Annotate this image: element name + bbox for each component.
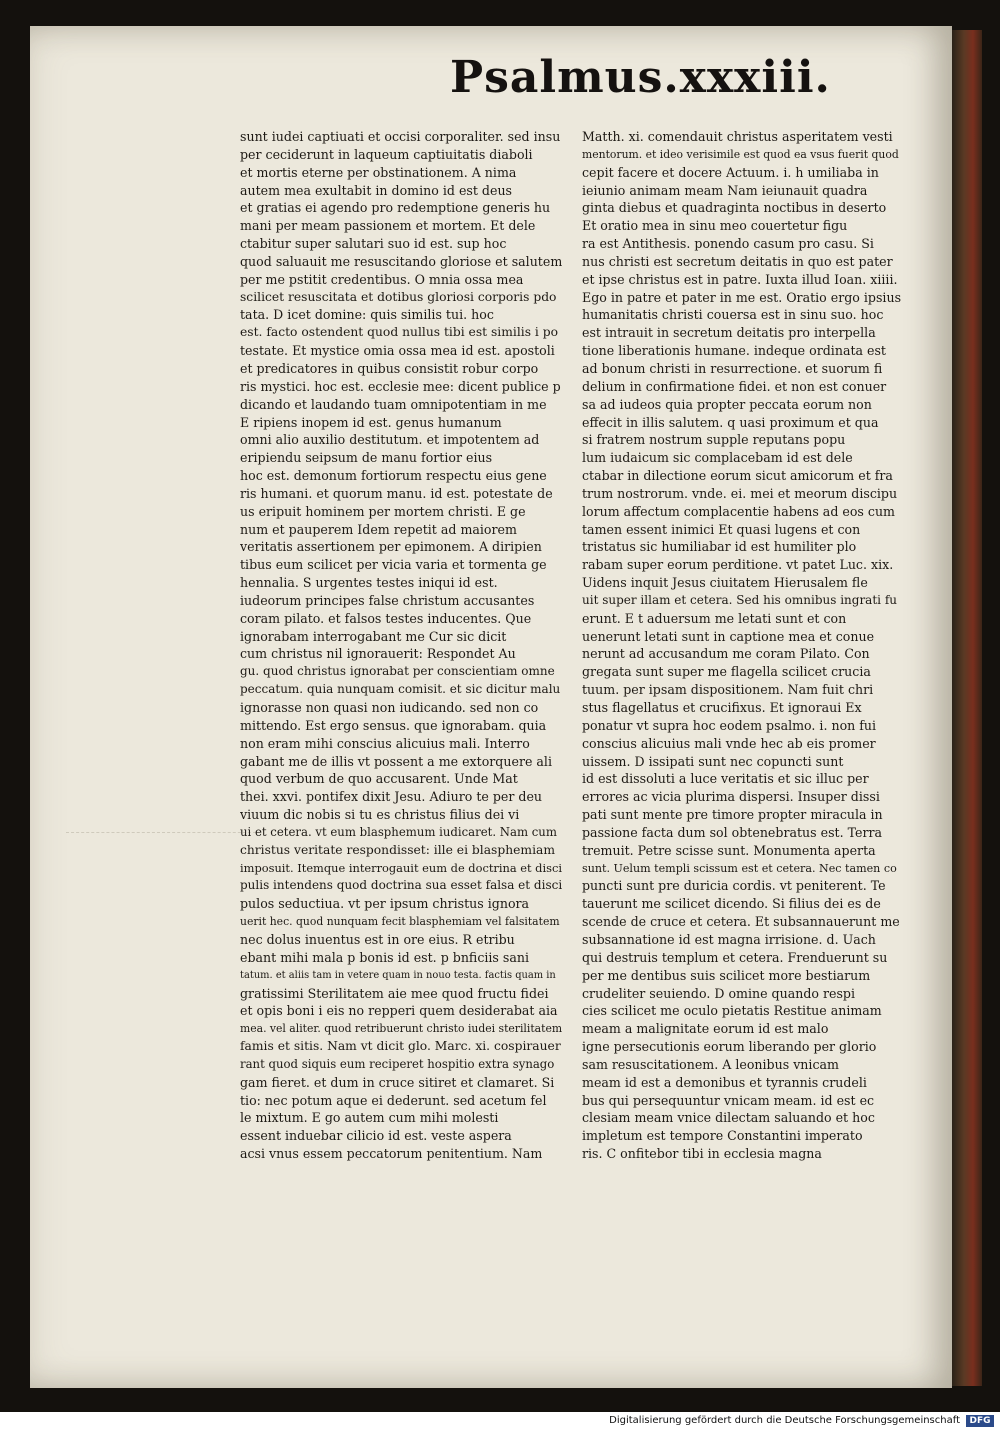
right-column-line: ieiunio animam meam Nam ieiunauit quadra [582,182,868,198]
left-column-line: tibus eum scilicet per vicia varia et tormenta ge [240,557,547,573]
right-column-line: et ipse christus est in patre. Iuxta illud Ioan. xiiii. [582,271,898,287]
left-column-line: rant quod siquis eum reciperet hospitio extra synago [240,1056,555,1071]
right-column-line: mentorum. et ideo verisimile est quod ea vsus fuerit quod [582,147,899,161]
left-column-line: essent induebar cilicio id est. veste aspera [240,1128,512,1144]
right-column-line: tristatus sic humiliabar id est humiliter plo [582,539,857,555]
right-column-line: Matth. xi. comendauit christus asperitatem vesti [582,129,893,144]
left-column-line: quod saluauit me resuscitando gloriose et salutem [240,253,562,269]
left-column-line: mani per meam passionem et mortem. Et dele [240,218,536,234]
right-column-line: humanitatis christi couersa est in sinu suo. hoc [582,307,884,323]
left-column-line: dicando et laudando tuam omnipotentiam in me [240,396,547,412]
left-column-line: est. facto ostendent quod nullus tibi est similis i po [240,325,559,340]
right-column-line: trum nostrorum. vnde. ei. mei et meorum discipu [582,485,898,501]
right-column-line: meam a malignitate eorum id est malo [582,1021,829,1037]
left-column-line: iudeorum principes false christum accusantes [240,592,535,608]
right-column-line: uit super illam et cetera. Sed his omnibus ingrati fu [582,592,897,607]
right-column-line: Ego in patre et pater in me est. Oratio ergo ipsius [582,289,902,305]
page-crease [66,832,256,834]
right-column-line: id est dissoluti a luce veritatis et sic illuc per [582,771,869,787]
right-column-line: nerunt ad accusandum me coram Pilato. Con [582,646,870,662]
right-column-line: impletum est tempore Constantini imperato [582,1128,863,1144]
page-title: Psalmus.xxxiii. [450,52,831,103]
right-column-line: uenerunt letati sunt in captione mea et conue [582,628,875,644]
right-column-line: sam resuscitationem. A leonibus vnicam [582,1056,839,1072]
right-column-line: lum iudaicum sic complacebam id est dele [582,450,853,466]
left-column-line: gu. quod christus ignorabat per conscientiam omne [240,664,555,679]
text-column-left [240,128,562,1163]
book-spine-edge [952,30,982,1386]
right-column-line: meam id est a demonibus et tyrannis crudeli [582,1074,867,1090]
right-column-line: passione facta dum sol obtenebratus est. Terra [582,824,883,840]
right-column-line: ponatur vt supra hoc eodem psalmo. i. non fui [582,717,877,733]
right-column-line: scende de cruce et cetera. Et subsannauerunt me [582,914,900,930]
left-column-line: tatum. et aliis tam in vetere quam in nouo testa. factis quam in [240,969,556,981]
right-column-line: tremuit. Petre scisse sunt. Monumenta aperta [582,842,876,858]
right-column-line: ris. C onfitebor tibi in ecclesia magna [582,1146,822,1162]
left-column-line: hennalia. S urgentes testes iniqui id est. [240,575,498,591]
right-column-line: ctabar in dilectione eorum sicut amicorum et fra [582,468,893,484]
right-column-line: tamen essent inimici Et quasi lugens et con [582,521,861,537]
right-column-line: Uidens inquit Jesus ciuitatem Hierusalem fle [582,575,868,591]
left-column-line: et gratias ei agendo pro redemptione generis hu [240,200,551,216]
left-column-line: gratissimi Sterilitatem aie mee quod fructu fidei [240,985,549,1001]
left-column-line: ignorasse non quasi non iudicando. sed non co [240,700,539,715]
left-column-line: gabant me de illis vt possent a me extorquere ali [240,753,552,769]
left-column-line: ctabitur super salutari suo id est. sup hoc [240,236,507,252]
left-column-line: et mortis eterne per obstinationem. A nima [240,164,517,180]
right-column-line: ra est Antithesis. ponendo casum pro casu. Si [582,236,874,252]
right-column-line: crudeliter seuiendo. D omine quando respi [582,985,856,1001]
footer-credit: Digitalisierung gefördert durch die Deutsche Forschungsgemeinschaft [609,1415,960,1426]
right-column-line: si fratrem nostrum supple reputans popu [582,432,846,448]
right-column-line: gregata sunt super me flagella scilicet crucia [582,664,871,680]
right-column-line: delium in confirmatione fidei. et non est conuer [582,378,887,394]
right-column-line: per me dentibus suis scilicet more bestiarum [582,967,871,983]
left-column-line: ui et cetera. vt eum blasphemum iudicaret. Nam cum [240,824,557,839]
right-column-line: est intrauit in secretum deitatis pro interpella [582,325,876,341]
right-column-line: effecit in illis salutem. q uasi proximum et qua [582,414,879,430]
left-column-line: hoc est. demonum fortiorum respectu eius gene [240,468,547,484]
right-column-line: erunt. E t aduersum me letati sunt et con [582,610,847,626]
dfg-logo: DFG [966,1415,994,1427]
right-column-line: ginta diebus et quadraginta noctibus in deserto [582,200,887,216]
left-column-line: mea. vel aliter. quod retribuerunt christo iudei sterilitatem [240,1022,562,1036]
left-column-line: ris humani. et quorum manu. id est. potestate de [240,485,553,501]
left-column-line: per me pstitit credentibus. O mnia ossa mea [240,271,524,287]
left-column-line: us eripuit hominem per mortem christi. E ge [240,503,526,519]
left-column-line: pulis intendens quod doctrina sua esset falsa et disci [240,878,562,893]
right-column-line: cepit facere et docere Actuum. i. h umiliaba in [582,164,879,180]
left-column-line: peccatum. quia nunquam comisit. et sic dicitur malu [240,682,561,697]
right-column-line: puncti sunt pre duricia cordis. vt peniterent. Te [582,878,886,894]
left-column-line: ignorabam interrogabant me Cur sic dicit [240,628,507,644]
right-column-line: errores ac vicia plurima dispersi. Insuper dissi [582,789,880,805]
left-column-line: acsi vnus essem peccatorum penitentium. Nam [240,1146,543,1162]
right-column-line: subsannatione id est magna irrisione. d. Uach [582,931,876,947]
left-column-line: non eram mihi conscius alicuius mali. Interro [240,735,530,751]
left-column-line: thei. xxvi. pontifex dixit Jesu. Adiuro te per deu [240,789,543,805]
right-column-line: nus christi est secretum deitatis in quo est pater [582,253,893,269]
left-column-line: ris mystici. hoc est. ecclesie mee: dicent publice p [240,378,561,394]
right-column-line: tione liberationis humane. indeque ordinata est [582,343,886,359]
left-column-line: nec dolus inuentus est in ore eius. R etribu [240,931,515,947]
right-column-line: ad bonum christi in resurrectione. et suorum fi [582,360,883,376]
left-column-line: cum christus nil ignorauerit: Respondet Au [240,646,516,662]
left-column-line: christus veritate respondisset: ille ei blasphemiam [240,842,556,857]
right-column-line: rabam super eorum perditione. vt patet Luc. xix. [582,557,894,573]
right-column-line: clesiam meam vnice dilectam saluando et hoc [582,1110,875,1126]
right-column-line: tauerunt me scilicet dicendo. Si filius dei es de [582,896,881,912]
left-column-line: ebant mihi mala p bonis id est. p bnficiis sani [240,949,530,965]
right-column-line: igne persecutionis eorum liberando per glorio [582,1039,877,1055]
text-column-right [582,128,904,1163]
left-column-line: num et pauperem Idem repetit ad maiorem [240,521,517,537]
right-column-line: cies scilicet me oculo pietatis Restitue animam [582,1003,882,1019]
right-column-line: sa ad iudeos quia propter peccata eorum non [582,396,872,412]
left-column-line: testate. Et mystice omia ossa mea id est. apostoli [240,343,555,359]
left-column-line: et predicatores in quibus consistit robur corpo [240,360,539,376]
left-column-line: famis et sitis. Nam vt dicit glo. Marc. xi. cospirauer [240,1039,561,1054]
left-column-line: E ripiens inopem id est. genus humanum [240,414,502,430]
left-column-line: gam fieret. et dum in cruce sitiret et clamaret. Si [240,1074,555,1090]
left-column-line: omni alio auxilio destitutum. et impotentem ad [240,432,540,448]
left-column-line: per ceciderunt in laqueum captiuitatis diaboli [240,146,533,162]
left-column-line: quod verbum de quo accusarent. Unde Mat [240,771,518,787]
left-column-line: mittendo. Est ergo sensus. que ignorabam. quia [240,717,547,733]
left-column-line: et opis boni i eis no repperi quem desiderabat aia [240,1003,558,1019]
left-column-line: veritatis assertionem per epimonem. A diripien [240,539,542,555]
right-column-line: stus flagellatus et crucifixus. Et ignoraui Ex [582,700,862,715]
right-column-line: uissem. D issipati sunt nec copuncti sunt [582,753,844,769]
right-column-line: conscius alicuius mali vnde hec ab eis promer [582,735,876,751]
left-column-line: scilicet resuscitata et dotibus gloriosi corporis pdo [240,289,557,304]
right-column-line: tuum. per ipsam dispositionem. Nam fuit chri [582,682,874,698]
right-column-line: lorum affectum complacentie habens ad eos cum [582,503,895,519]
left-column-line: eripiendu seipsum de manu fortior eius [240,450,493,466]
left-column-line: tata. D icet domine: quis similis tui. hoc [240,307,494,323]
left-column-line: coram pilato. et falsos testes inducentes. Que [240,610,532,626]
left-column-line: tio: nec potum aque ei dederunt. sed acetum fel [240,1092,547,1108]
left-column-line: imposuit. Itemque interrogauit eum de doctrina et disci [240,860,562,875]
left-column-line: pulos seductiua. vt per ipsum christus ignora [240,896,530,912]
left-column-line: le mixtum. E go autem cum mihi molesti [240,1110,499,1126]
footer-bar [0,1412,1000,1431]
left-column-line: sunt iudei captiuati et occisi corporaliter. sed insu [240,129,561,144]
right-column-line: sunt. Uelum templi scissum est et cetera. Nec tamen co [582,861,897,875]
right-column-line: qui destruis templum et cetera. Frenduerunt su [582,949,888,965]
right-column-line: pati sunt mente pre timore propter miracula in [582,807,883,823]
left-column-line: uerit hec. quod nunquam fecit blasphemiam vel falsitatem [240,915,560,929]
left-column-line: viuum dic nobis si tu es christus filius dei vi [240,807,520,823]
right-column-line: bus qui persequuntur vnicam meam. id est ec [582,1092,875,1108]
right-column-line: Et oratio mea in sinu meo couertetur figu [582,218,848,234]
left-column-line: autem mea exultabit in domino id est deus [240,182,513,198]
